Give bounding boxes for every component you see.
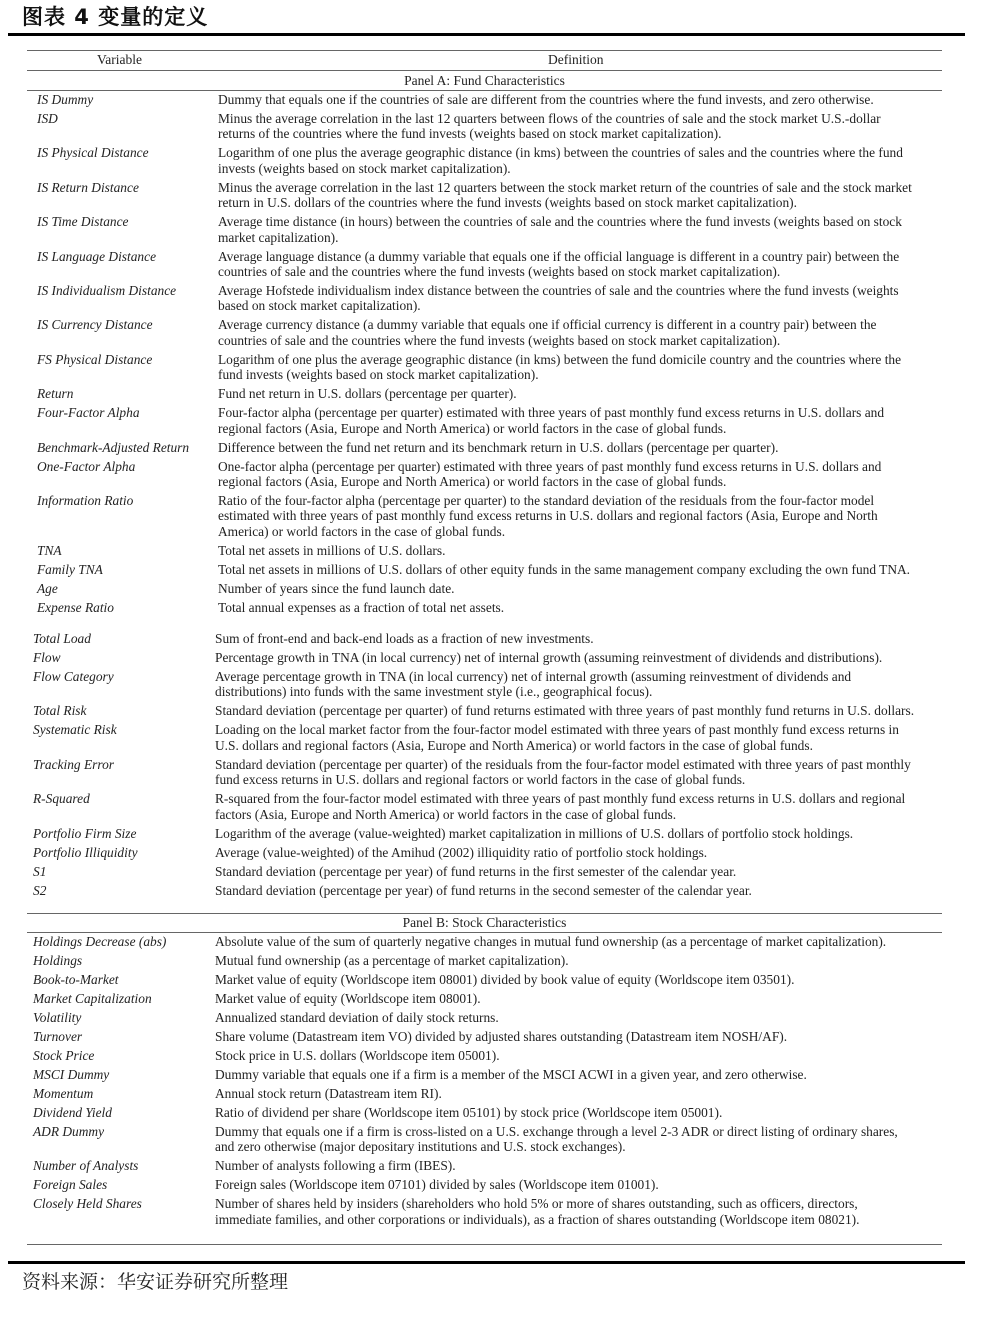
variable-definition	[218, 543, 445, 558]
definition-line: Average Hofstede individualism index distance between the countries of sale and the countries where the fund invests (weights	[218, 283, 899, 299]
definition-line: Share volume (Datastream item VO) divided by adjusted shares outstanding (Datastream item NOSH/AF).	[215, 1029, 788, 1044]
definition-line: Minus the average correlation in the last 12 quarters between the stock market return of the countries of sale and the stock market	[218, 179, 912, 195]
definition-line: Absolute value of the sum of quarterly negative changes in mutual fund ownership (as a percentage of market capitalization).	[215, 934, 887, 949]
variable-name: Stock Price	[33, 1048, 95, 1063]
definition-line: Standard deviation (percentage per year) of fund returns in the second semester of the calendar year.	[215, 882, 752, 898]
definition-line: Logarithm of one plus the average geographic distance (in kms) between the fund domicile country and the countries where the	[218, 351, 902, 367]
definition-line: Total net assets in millions of U.S. dollars of other equity funds in the same management company excluding the own fund TNA.	[218, 561, 911, 577]
table-row	[0, 722, 995, 756]
definition-line: Market value of equity (Worldscope item 08001).	[215, 991, 481, 1006]
table-row	[0, 543, 995, 562]
variable-definition	[215, 669, 851, 700]
variable-name: Flow	[33, 649, 61, 665]
definition-line: Annualized standard deviation of daily stock returns.	[215, 1010, 499, 1025]
table-row	[0, 1029, 995, 1048]
variable-definition	[215, 934, 886, 949]
table-row	[0, 791, 995, 825]
variable-definition	[215, 1086, 442, 1101]
variable-definition	[218, 562, 910, 577]
variable-definition	[218, 600, 504, 615]
variable-name: Systematic Risk	[33, 722, 117, 738]
table-row	[0, 972, 995, 991]
variable-definition	[218, 459, 881, 490]
variable-name: MSCI Dummy	[33, 1067, 110, 1082]
variable-name: Number of Analysts	[33, 1158, 139, 1174]
definition-line: distributions) into funds with the same investment style (i.e., geographical focus).	[215, 684, 653, 700]
variable-name: Return	[37, 386, 74, 402]
definition-line: Average percentage growth in TNA (in local currency) net of internal growth (assuming reinvestment of dividends and	[215, 668, 852, 684]
panel-a-rule	[27, 90, 942, 91]
variable-definition	[218, 92, 874, 107]
definition-line: fund invests (weights based on stock market capitalization).	[218, 367, 539, 383]
header-rule	[27, 70, 942, 71]
table-row	[0, 214, 995, 248]
table-row	[0, 493, 995, 543]
definition-line: Dummy that equals one if the countries of sale are different from the countries where the fund invests, and zero otherwise.	[218, 92, 874, 107]
definition-line: Standard deviation (percentage per quarter) of the residuals from the four-factor model estimated with three years of past monthly	[215, 756, 911, 772]
variable-name: IS Return Distance	[37, 179, 139, 195]
table-row	[0, 631, 995, 650]
variable-definition	[215, 1124, 898, 1155]
table-row	[0, 111, 995, 145]
definition-line: Percentage growth in TNA (in local currency) net of internal growth (assuming reinvestment of dividends and distributions).	[215, 649, 883, 665]
table-row	[0, 826, 995, 845]
variable-definition	[218, 317, 876, 348]
variable-name: Flow Category	[33, 668, 114, 684]
definition-line: One-factor alpha (percentage per quarter) estimated with three years of past monthly fund excess returns in U.S. dollars and	[218, 458, 882, 474]
definition-line: Average time distance (in hours) between the countries of sale and the countries where the fund invests (weights based on stock	[218, 214, 902, 230]
variable-name: S2	[33, 882, 47, 898]
variable-definition	[215, 1158, 456, 1173]
variable-name: One-Factor Alpha	[37, 458, 136, 474]
definition-line: Number of analysts following a firm (IBES).	[215, 1158, 456, 1174]
variable-definition	[215, 1029, 787, 1044]
definition-line: return in U.S. dollars of the countries where the fund invests (weights based on stock market capitalization).	[218, 195, 797, 211]
variable-name: IS Physical Distance	[37, 145, 149, 161]
variable-name: Four-Factor Alpha	[37, 405, 140, 421]
variable-definition	[218, 283, 899, 314]
definition-line: Market value of equity (Worldscope item 08001) divided by book value of equity (Worldscope item 03501).	[215, 972, 795, 987]
variable-definition	[218, 386, 517, 401]
definition-line: Ratio of dividend per share (Worldscope item 05101) by stock price (Worldscope item 05001).	[215, 1105, 723, 1120]
table-row	[0, 1105, 995, 1124]
variable-name: Total Risk	[33, 703, 87, 719]
variable-name: R-Squared	[33, 791, 90, 807]
variable-definition	[215, 631, 594, 646]
table-row	[0, 405, 995, 439]
table-row	[0, 1196, 995, 1230]
variable-name: Foreign Sales	[33, 1177, 108, 1193]
table-row	[0, 1177, 995, 1196]
variable-definition	[215, 845, 707, 860]
table-row	[0, 757, 995, 791]
table-row	[0, 386, 995, 405]
variable-name: Age	[37, 580, 58, 596]
variable-definition	[218, 581, 454, 596]
table-row	[0, 581, 995, 600]
variable-name: Portfolio Firm Size	[33, 825, 137, 841]
variable-name: Holdings Decrease (abs)	[33, 934, 167, 949]
table-row	[0, 864, 995, 883]
variable-definition	[215, 1177, 659, 1192]
table-row	[0, 180, 995, 214]
definition-line: market capitalization).	[218, 229, 339, 245]
variable-definition	[215, 991, 481, 1006]
variable-definition	[215, 1067, 807, 1082]
panel-b-rows	[0, 934, 995, 1231]
panel-b-rule	[27, 932, 942, 933]
table-row	[0, 283, 995, 317]
definition-line: fund excess returns in U.S. dollars and regional factors or world factors in the case of global funds.	[215, 772, 746, 788]
figure-title: 图表 4 变量的定义	[22, 5, 209, 29]
variable-name: Momentum	[33, 1086, 94, 1101]
definition-line: Standard deviation (percentage per year) of fund returns in the first semester of the calendar year.	[215, 863, 737, 879]
variable-definition	[218, 145, 903, 176]
variable-name: Family TNA	[37, 561, 103, 577]
variable-name: Holdings	[33, 953, 83, 968]
definition-line: Logarithm of the average (value-weighted) market capitalization in millions of U.S. dollars of portfolio stock holdings.	[215, 825, 854, 841]
definition-line: countries of sale and the countries where the fund invests (weights based on stock market capitalization).	[218, 264, 781, 280]
header-definition: Definition	[548, 52, 604, 67]
definition-line: immediate families, and other corporations or individuals), as a fraction of shares outstanding (Worldscope item 08021).	[215, 1211, 860, 1227]
variable-definition	[218, 214, 902, 245]
top-rule	[8, 33, 965, 36]
panel-a-rows	[0, 92, 995, 902]
table-row	[0, 317, 995, 351]
definition-line: U.S. dollars and regional factors (Asia, Europe and North America) or world factors in the case of global funds.	[215, 737, 813, 753]
table-row	[0, 703, 995, 722]
variable-definition	[215, 1196, 859, 1227]
definition-line: invests (weights based on stock market capitalization).	[218, 160, 511, 176]
table-row	[0, 600, 995, 619]
definition-line: Fund net return in U.S. dollars (percentage per quarter).	[218, 386, 517, 402]
definition-line: estimated with three years of past monthly fund excess returns in U.S. dollars and regional factors (Asia, Europe and North	[218, 508, 878, 524]
variable-definition	[218, 249, 899, 280]
variable-name: Volatility	[33, 1010, 82, 1025]
variable-definition	[215, 883, 752, 898]
definition-line: Total annual expenses as a fraction of total net assets.	[218, 599, 505, 615]
table-row	[0, 1086, 995, 1105]
definition-line: Difference between the fund net return and its benchmark return in U.S. dollars (percentage per quarter).	[218, 439, 779, 455]
definition-line: Dummy variable that equals one if a firm is a member of the MSCI ACWI in a given year, and zero otherwise.	[215, 1067, 807, 1082]
variable-name: ADR Dummy	[33, 1124, 105, 1139]
variable-definition	[215, 826, 853, 841]
definition-line: Average language distance (a dummy variable that equals one if the official language is different in a country pair) between the	[218, 248, 900, 264]
table-row	[0, 92, 995, 111]
variable-name: Tracking Error	[33, 756, 114, 772]
table-row	[0, 352, 995, 386]
table-row	[0, 953, 995, 972]
variable-name: Portfolio Illiquidity	[33, 844, 138, 860]
table-row	[0, 991, 995, 1010]
definition-line: Number of shares held by insiders (shareholders who hold 5% or more of shares outstanding, such as officers, directors,	[215, 1196, 858, 1212]
definition-line: Dummy that equals one if a firm is cross-listed on a U.S. exchange through a level 2-3 ADR or direct listing of ordinary shares,	[215, 1124, 898, 1139]
definition-line: based on stock market capitalization).	[218, 298, 421, 314]
variable-name: IS Time Distance	[37, 214, 129, 230]
definition-line: Average currency distance (a dummy variable that equals one if official currency is different in a country pair) between the	[218, 317, 877, 333]
variable-definition	[215, 703, 914, 718]
definition-line: factors (Asia, Europe and North America) or world factors in the case of global funds.	[215, 806, 677, 822]
variable-definition	[218, 352, 901, 383]
definition-line: Number of years since the fund launch date.	[218, 580, 455, 596]
table-row	[0, 1067, 995, 1086]
table-row	[0, 845, 995, 864]
variable-definition	[215, 972, 794, 987]
variable-name: FS Physical Distance	[37, 351, 153, 367]
definition-line: R-squared from the four-factor model estimated with three years of past monthly fund excess returns in U.S. dollars and regional	[215, 791, 906, 807]
table-row	[0, 934, 995, 953]
variable-name: IS Individualism Distance	[37, 283, 177, 299]
definition-line: Mutual fund ownership (as a percentage of market capitalization).	[215, 953, 569, 968]
variable-name: Book-to-Market	[33, 972, 119, 987]
variable-definition	[215, 953, 569, 968]
definition-line: Foreign sales (Worldscope item 07101) divided by sales (Worldscope item 01001).	[215, 1177, 659, 1193]
variable-definition	[218, 405, 884, 436]
definition-line: America) or world factors in the case of global funds.	[218, 523, 506, 539]
variable-name: IS Currency Distance	[37, 317, 153, 333]
bottom-rule	[8, 1261, 965, 1264]
variable-name: Market Capitalization	[33, 991, 152, 1006]
variable-definition	[215, 650, 882, 665]
variable-name: IS Language Distance	[37, 248, 157, 264]
variable-name: Closely Held Shares	[33, 1196, 142, 1212]
variable-name: S1	[33, 863, 47, 879]
variable-name: Dividend Yield	[33, 1105, 112, 1120]
table-row	[0, 459, 995, 493]
table-row	[0, 249, 995, 283]
variable-definition	[215, 722, 899, 753]
panel-a-title: Panel A: Fund Characteristics	[404, 73, 565, 88]
definition-line: and zero otherwise (major depositary institutions and U.S. stock exchanges).	[215, 1139, 626, 1155]
variable-name: ISD	[37, 111, 58, 126]
table-row	[0, 440, 995, 459]
table-row	[0, 1048, 995, 1067]
variable-definition	[218, 180, 912, 211]
variable-definition	[215, 1105, 722, 1120]
table-row	[0, 145, 995, 179]
definition-line: Ratio of the four-factor alpha (percentage per quarter) to the standard deviation of the residuals from the four-factor model	[218, 493, 875, 509]
variable-name: Expense Ratio	[37, 599, 114, 615]
variable-definition	[218, 111, 881, 142]
source-note: 资料来源：华安证券研究所整理	[22, 1271, 289, 1293]
table-bottom-rule	[27, 1244, 942, 1245]
table-top-rule	[27, 50, 942, 51]
definition-line: Logarithm of one plus the average geographic distance (in kms) between the countries of sales and the countries where the fund	[218, 145, 903, 161]
variable-definition	[218, 440, 778, 455]
panel-b-top-rule	[27, 913, 942, 914]
definition-line: Standard deviation (percentage per quarter) of fund returns estimated with three years of past monthly fund returns in U.S. dollars.	[215, 703, 915, 719]
table-row	[0, 650, 995, 669]
definition-line: regional factors (Asia, Europe and North America) or world factors in the case of global funds.	[218, 420, 727, 436]
variable-name: Benchmark-Adjusted Return	[37, 439, 190, 455]
definition-line: Minus the average correlation in the last 12 quarters between flows of the countries of sale and the stock market U.S.-dollar	[218, 111, 881, 126]
definition-line: Four-factor alpha (percentage per quarter) estimated with three years of past monthly fund excess returns in U.S. dollars and	[218, 405, 885, 421]
definition-line: Loading on the local market factor from the four-factor model estimated with three years of past monthly fund excess returns in	[215, 722, 899, 738]
variable-name: TNA	[37, 542, 62, 558]
variable-definition	[215, 757, 911, 788]
definition-line: countries of sale and the countries where the fund invests (weights based on stock market capitalization).	[218, 332, 781, 348]
panel-b-title: Panel B: Stock Characteristics	[402, 915, 567, 930]
definition-line: Annual stock return (Datastream item RI).	[215, 1086, 442, 1101]
variable-definition	[215, 864, 736, 879]
definition-line: Sum of front-end and back-end loads as a fraction of new investments.	[215, 630, 594, 646]
table-row	[0, 562, 995, 581]
header-variable: Variable	[97, 52, 142, 67]
variable-definition	[218, 493, 878, 539]
variable-definition	[215, 791, 905, 822]
table-row	[0, 883, 995, 902]
variable-name: Turnover	[33, 1029, 83, 1044]
variable-definition	[215, 1010, 499, 1025]
table-row	[0, 1010, 995, 1029]
definition-line: Average (value-weighted) of the Amihud (2002) illiquidity ratio of portfolio stock holdings.	[215, 844, 708, 860]
definition-line: Stock price in U.S. dollars (Worldscope item 05001).	[215, 1048, 500, 1063]
variable-name: Total Load	[33, 630, 91, 646]
definition-line: regional factors (Asia, Europe and North America) or world factors in the case of global funds.	[218, 474, 727, 490]
definition-line: Total net assets in millions of U.S. dollars.	[218, 542, 446, 558]
variable-definition	[215, 1048, 500, 1063]
table-row	[0, 1124, 995, 1158]
table-row	[0, 669, 995, 703]
variable-name: IS Dummy	[37, 92, 94, 107]
variable-name: Information Ratio	[37, 493, 134, 509]
table-row	[0, 1158, 995, 1177]
definition-line: returns of the countries where the fund invests (weights based on stock market capitalization).	[218, 126, 722, 142]
